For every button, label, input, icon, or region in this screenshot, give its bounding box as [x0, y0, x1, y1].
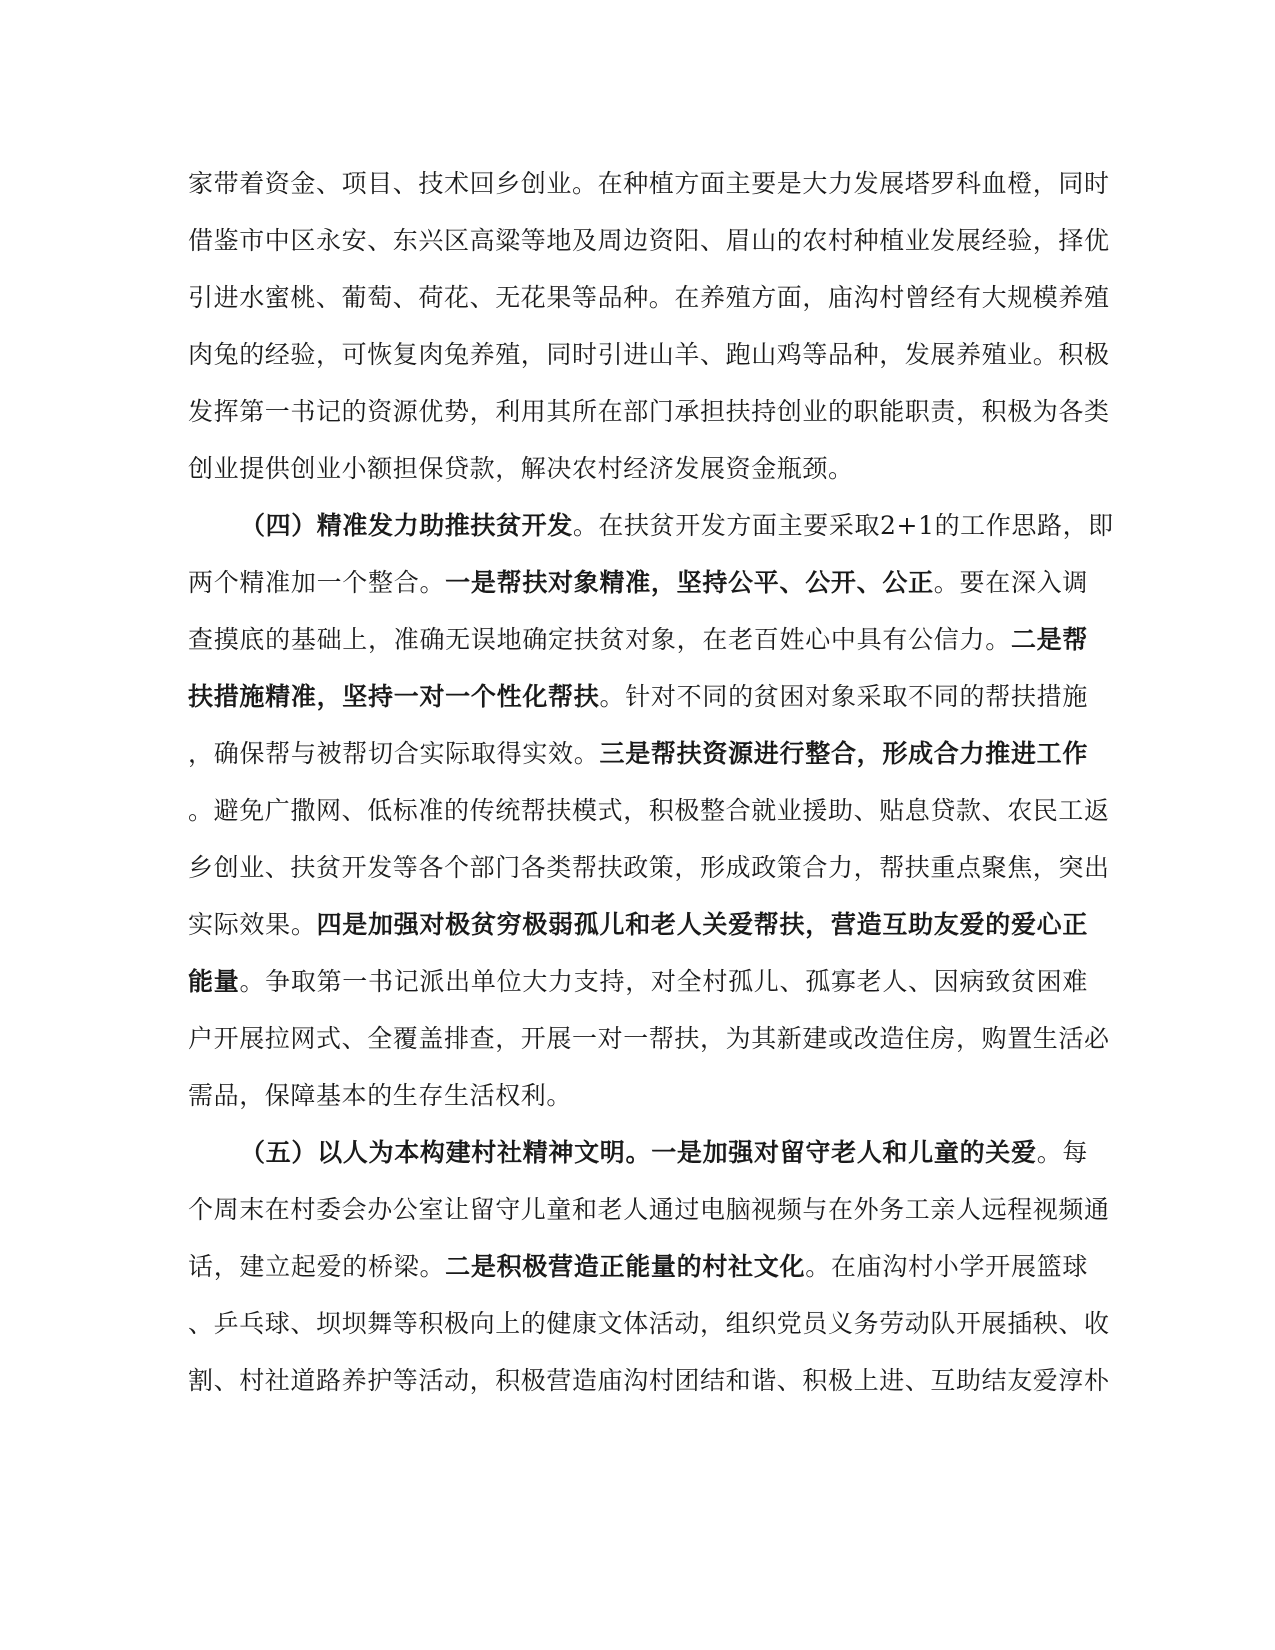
- bold-run: 扶措施精准，坚持一对一个性化帮扶: [188, 682, 600, 711]
- text-run: 创业提供创业小额担保贷款，解决农村经济发展资金瓶颈。: [188, 454, 854, 483]
- text-run: 引进水蜜桃、葡萄、荷花、无花果等品种。在养殖方面，庙沟村曾经有大规模养殖: [188, 283, 1110, 312]
- text-run: 乡创业、扶贫开发等各个部门各类帮扶政策，形成政策合力，帮扶重点聚焦，突出: [188, 853, 1110, 882]
- text-run: 。在扶贫开发方面主要采取2+1的工作思路，即: [572, 511, 1114, 540]
- text-run: 两个精准加一个整合。: [188, 568, 446, 597]
- bold-run: 三是帮扶资源进行整合，形成合力推进工作: [599, 739, 1088, 768]
- text-line: [188, 164, 1110, 204]
- text-run: 。每: [1036, 1138, 1089, 1167]
- text-line: [188, 677, 1088, 717]
- text-line: [188, 620, 1088, 660]
- text-line: [188, 1190, 1110, 1230]
- bold-run: 二是积极营造正能量的村社文化: [445, 1252, 806, 1281]
- text-run: 查摸底的基础上，准确无误地确定扶贫对象，在老百姓心中具有公信力。: [188, 625, 1011, 654]
- text-run: ，确保帮与被帮切合实际取得实效。: [188, 739, 600, 768]
- text-run: 户开展拉网式、全覆盖排查，开展一对一帮扶，为其新建或改造住房，购置生活必: [188, 1024, 1110, 1053]
- text-line: [188, 449, 1088, 489]
- text-run: 。针对不同的贫困对象采取不同的帮扶措施: [599, 682, 1088, 711]
- text-run: 实际效果。: [188, 910, 317, 939]
- text-run: 发挥第一书记的资源优势，利用其所在部门承担扶持创业的职能职责，积极为各类: [188, 397, 1110, 426]
- text-run: 借鉴市中区永安、东兴区高粱等地及周边资阳、眉山的农村种植业发展经验，择优: [188, 226, 1110, 255]
- text-run: 肉兔的经验，可恢复肉兔养殖，同时引进山羊、跑山鸡等品种，发展养殖业。积极: [188, 340, 1110, 369]
- text-run: 。在庙沟村小学开展篮球: [805, 1252, 1088, 1281]
- text-run: 。避免广撒网、低标准的传统帮扶模式，积极整合就业援助、贴息贷款、农民工返: [188, 796, 1110, 825]
- text-line: [188, 221, 1110, 261]
- section-heading-four: （四）精准发力助推扶贫开发: [240, 511, 573, 540]
- text-line: [188, 848, 1110, 888]
- text-run: 需品，保障基本的生存生活权利。: [188, 1081, 573, 1110]
- text-line: [188, 1076, 1088, 1116]
- bold-run: 二是帮: [1010, 625, 1088, 654]
- text-run: 个周末在村委会办公室让留守儿童和老人通过电脑视频与在外务工亲人远程视频通: [188, 1195, 1110, 1224]
- bold-run: 一是帮扶对象精准，坚持公平、公开、公正: [445, 568, 934, 597]
- text-run: 话，建立起爱的桥梁。: [188, 1252, 446, 1281]
- section-heading-line: [240, 506, 1114, 546]
- text-run: 、乒乓球、坝坝舞等积极向上的健康文体活动，组织党员义务劳动队开展插秧、收: [188, 1309, 1110, 1338]
- text-run: 家带着资金、项目、技术回乡创业。在种植方面主要是大力发展塔罗科血橙，同时: [188, 169, 1110, 198]
- text-run: 。争取第一书记派出单位大力支持，对全村孤儿、孤寡老人、因病致贫困难: [239, 967, 1088, 996]
- text-line: [188, 278, 1110, 318]
- section-heading-line: [240, 1133, 1088, 1173]
- section-heading-five: （五）以人为本构建村社精神文明。一是加强对留守老人和儿童的关爱: [240, 1138, 1037, 1167]
- text-run: 。要在深入调: [933, 568, 1088, 597]
- text-line: [188, 1019, 1110, 1059]
- text-line: [188, 791, 1110, 831]
- text-line: [188, 1304, 1110, 1344]
- text-line: [188, 1247, 1088, 1287]
- text-line: [188, 335, 1110, 375]
- bold-run: 能量: [188, 967, 240, 996]
- text-run: 割、村社道路养护等活动，积极营造庙沟村团结和谐、积极上进、互助结友爱淳朴: [188, 1366, 1110, 1395]
- text-line: [188, 962, 1088, 1002]
- text-line: [188, 905, 1088, 945]
- text-line: [188, 392, 1110, 432]
- text-line: [188, 734, 1088, 774]
- bold-run: 四是加强对极贫穷极弱孤儿和老人关爱帮扶，营造互助友爱的爱心正: [316, 910, 1088, 939]
- text-line: [188, 563, 1088, 603]
- text-line: [188, 1361, 1110, 1401]
